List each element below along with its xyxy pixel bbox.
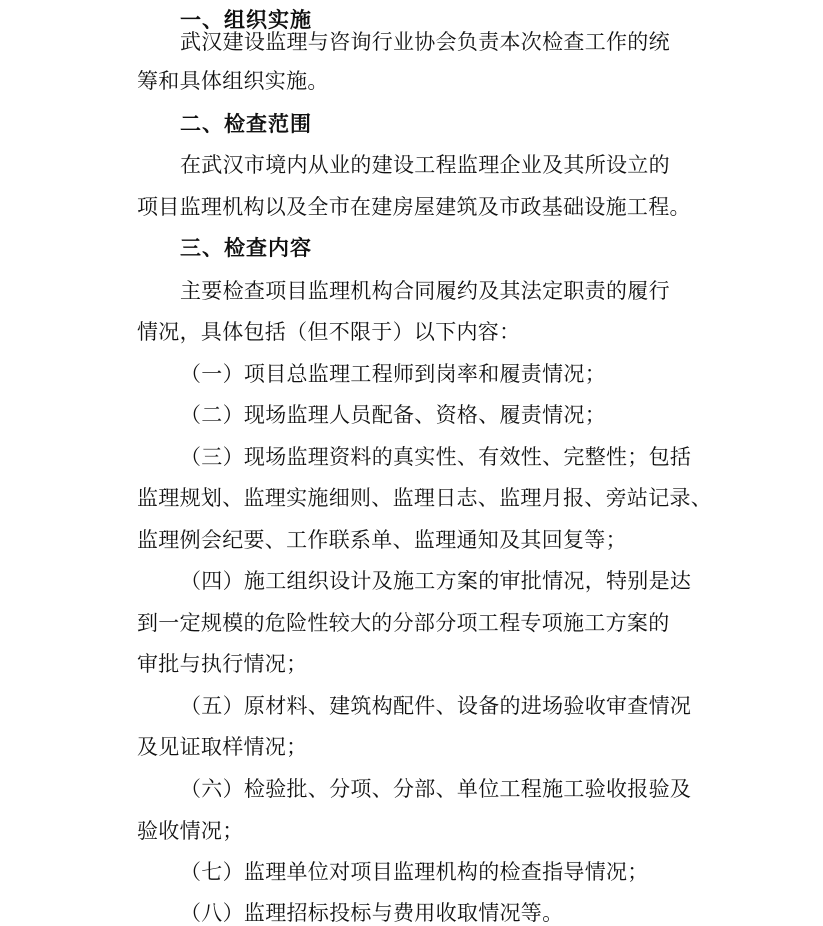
- paragraph-line: 筹和具体组织实施。: [137, 69, 329, 93]
- list-item-5: （五）原材料、建筑构配件、设备的进场验收审查情况: [180, 694, 692, 718]
- section-heading-content: 三、检查内容: [180, 236, 312, 260]
- paragraph-line: 在武汉市境内从业的建设工程监理企业及其所设立的: [180, 153, 670, 177]
- paragraph-line: 监理例会纪要、工作联系单、监理通知及其回复等；: [137, 528, 627, 552]
- list-item-6: （六）检验批、分项、分部、单位工程施工验收报验及: [180, 777, 692, 801]
- list-item-4: （四）施工组织设计及施工方案的审批情况，特别是达: [180, 569, 692, 593]
- paragraph-line: 审批与执行情况；: [137, 652, 308, 676]
- list-item-1: （一）项目总监理工程师到岗率和履责情况；: [180, 362, 606, 386]
- list-item-3: （三）现场监理资料的真实性、有效性、完整性；包括: [180, 445, 692, 469]
- paragraph-line: 项目监理机构以及全市在建房屋建筑及市政基础设施工程。: [137, 195, 691, 219]
- paragraph-line: 监理规划、监理实施细则、监理日志、监理月报、旁站记录、: [137, 486, 713, 510]
- paragraph-line: 到一定规模的危险性较大的分部分项工程专项施工方案的: [137, 611, 670, 635]
- paragraph-line: 武汉建设监理与咨询行业协会负责本次检查工作的统: [180, 30, 670, 54]
- list-item-8: （八）监理招标投标与费用收取情况等。: [180, 901, 564, 925]
- paragraph-line: 验收情况；: [137, 819, 244, 843]
- paragraph-line: 及见证取样情况；: [137, 735, 308, 759]
- section-heading-organization: 一、组织实施: [180, 8, 312, 32]
- section-heading-scope: 二、检查范围: [180, 112, 312, 136]
- list-item-7: （七）监理单位对项目监理机构的检查指导情况；: [180, 860, 649, 884]
- list-item-2: （二）现场监理人员配备、资格、履责情况；: [180, 403, 606, 427]
- paragraph-line: 情况，具体包括（但不限于）以下内容：: [137, 320, 521, 344]
- paragraph-line: 主要检查项目监理机构合同履约及其法定职责的履行: [180, 279, 670, 303]
